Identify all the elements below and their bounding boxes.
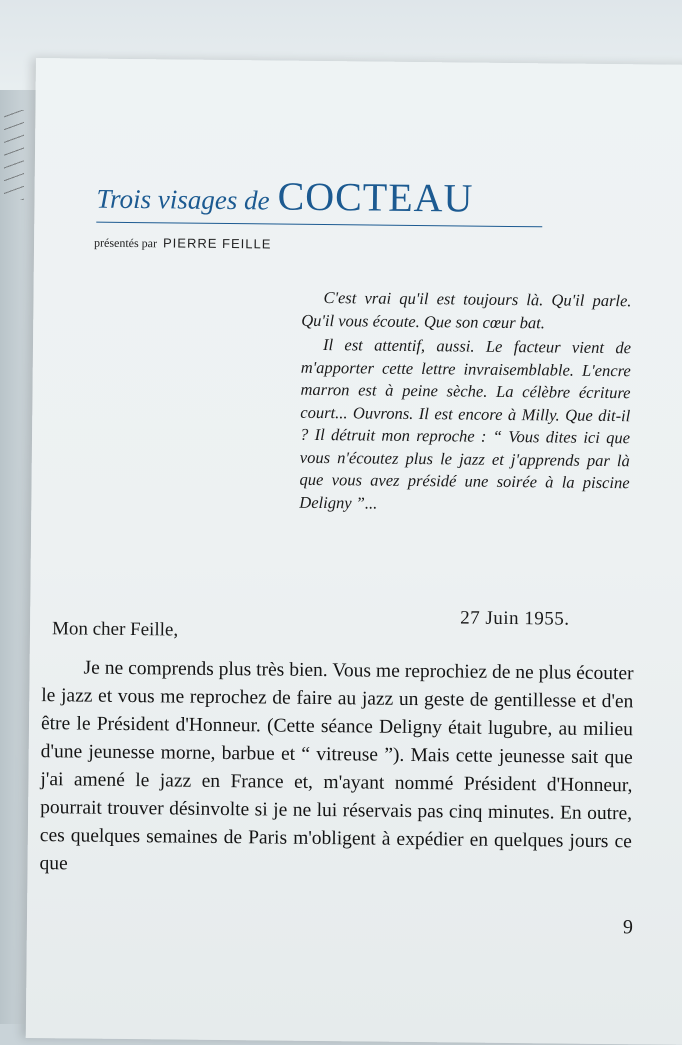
intro-text bbox=[299, 287, 631, 519]
page-title bbox=[96, 171, 576, 223]
intro-paragraph: C'est vrai qu'il est toujours là. Qu'il parle. Qu'il vous écoute. Que son cœur bat. bbox=[301, 288, 632, 332]
byline-prefix: présentés par bbox=[93, 235, 158, 251]
book-page bbox=[26, 58, 682, 1045]
letter-salutation: Mon cher Feille, bbox=[51, 618, 179, 641]
letter-body: Je ne comprends plus très bien. Vous me reprochiez de ne plus écouter le jazz et vous me reprochez de faire au jazz un geste de gentillesse et d'en être le Président d'Honneur. (Cette séance Deligny était lugubre, au milieu d'une jeunesse morne, barbue et “ vitreuse ”). Mais cette jeunesse sait que j'ai amené le jazz en France et, m'ayant nommé Président d'Honneur, pourrait trouver désinvolte si je ne lui réservais pas cinq minutes. En outre, ces quelques semaines de Paris m'obligent à expédier en quelques jours ce que bbox=[39, 657, 634, 875]
title-prefix: Trois visages de bbox=[96, 183, 270, 216]
byline-author: PIERRE FEILLE bbox=[162, 235, 272, 252]
previous-page-text-fragment bbox=[4, 110, 24, 200]
intro-paragraph: Il est attentif, aussi. Le facteur vient de m'apporter cette lettre invraisemblable. L'encre marron est à peine sèche. La célèbre écriture court... Ouvrons. Il est encore à Milly. Que dit-il ? Il détruit mon reproche : “ Vous dites ici que vous n'écoutez plus le jazz et j'apprends par là que vous avez présidé une soirée à la piscine Deligny ”... bbox=[299, 335, 632, 513]
page-number: 9 bbox=[622, 916, 634, 939]
title-underline bbox=[96, 222, 542, 228]
letter-date: 27 Juin 1955. bbox=[460, 607, 570, 630]
byline bbox=[94, 235, 272, 253]
title-name: COCTEAU bbox=[277, 173, 474, 221]
